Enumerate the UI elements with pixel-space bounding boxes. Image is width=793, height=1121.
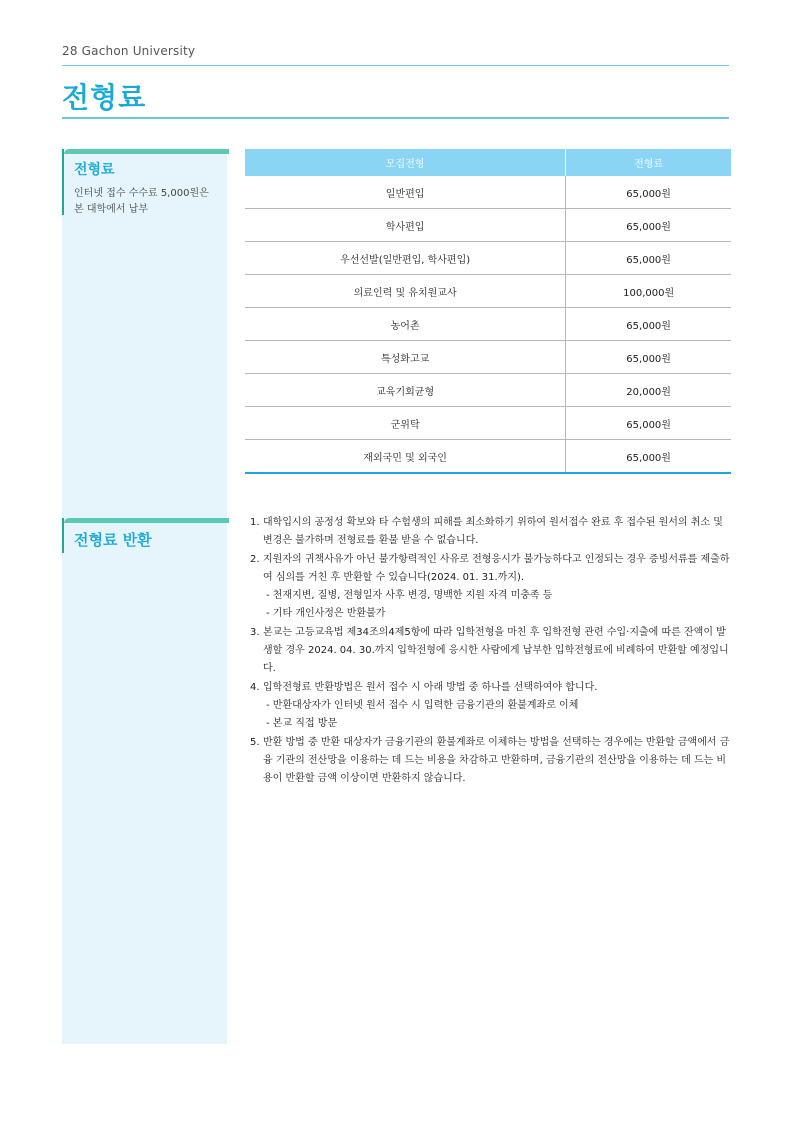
- title-divider: [62, 117, 729, 119]
- table-row: [245, 341, 731, 374]
- cell-type: 특성화고교: [245, 341, 566, 374]
- sidebar-section-refund: [62, 518, 229, 553]
- refund-subitem: - 본교 직접 방문: [266, 718, 338, 730]
- cell-type: 일반편입: [245, 176, 566, 209]
- fee-table: [245, 149, 731, 474]
- column-header-fee: 전형료: [566, 149, 731, 176]
- cell-fee: 65,000원: [566, 407, 731, 440]
- section-title: 전형료: [74, 162, 115, 178]
- cell-type: 의료인력 및 유치원교사: [245, 275, 566, 308]
- table-row: [245, 407, 731, 440]
- page-header: 28 Gachon University: [62, 44, 196, 58]
- page-title: 전형료: [62, 81, 147, 114]
- item-text: 본교는 고등교육법 제34조의4제5항에 따라 입학전형을 마친 후 입학전형 관련 수입·지출에 따른 잔액이 발생할 경우 2024. 04. 30.까지 입학전형에 응시한 사람에게 납부한 입학전형료에 비례하여 반환할 예정입니다.: [263, 626, 729, 675]
- cell-type: 농어촌: [245, 308, 566, 341]
- refund-subitem: - 기타 개인사정은 반환불가: [266, 608, 386, 620]
- refund-item: [250, 679, 732, 697]
- table-header-row: [245, 149, 731, 176]
- section-tab-accent: [64, 149, 229, 154]
- refund-list: [250, 514, 732, 788]
- cell-type: 교육기회균형: [245, 374, 566, 407]
- refund-subitem: - 반환대상자가 인터넷 원서 접수 시 입력한 금융기관의 환불계좌로 이체: [266, 699, 579, 711]
- table-row: [245, 440, 731, 474]
- cell-fee: 65,000원: [566, 341, 731, 374]
- section-title: 전형료 반환: [74, 531, 152, 549]
- table-row: [245, 176, 731, 209]
- column-header-type: 모집전형: [245, 149, 566, 176]
- header-divider: [62, 65, 729, 66]
- section-tab-accent: [64, 518, 229, 523]
- refund-item: [250, 624, 732, 679]
- table-row: [245, 374, 731, 407]
- cell-fee: 65,000원: [566, 440, 731, 474]
- cell-type: 학사편입: [245, 209, 566, 242]
- cell-type: 재외국민 및 외국인: [245, 440, 566, 474]
- refund-item: [250, 734, 732, 789]
- cell-fee: 65,000원: [566, 209, 731, 242]
- item-text: 대학입시의 공정성 확보와 타 수험생의 피해를 최소화하기 위하여 원서접수 완료 후 접수된 원서의 취소 및 변경은 불가하며 전형료를 환불 받을 수 없습니다.: [263, 517, 723, 547]
- cell-fee: 100,000원: [566, 275, 731, 308]
- table-row: [245, 275, 731, 308]
- cell-type: 군위탁: [245, 407, 566, 440]
- item-text: 입학전형료 반환방법은 원서 접수 시 아래 방법 중 하나를 선택하여야 합니다.: [263, 681, 598, 693]
- cell-fee: 65,000원: [566, 308, 731, 341]
- refund-subitem: - 천재지변, 질병, 전형일자 사후 변경, 명백한 지원 자격 미충족 등: [266, 590, 553, 602]
- cell-fee: 65,000원: [566, 176, 731, 209]
- item-number: 5.: [250, 736, 260, 748]
- table-row: [245, 242, 731, 275]
- cell-fee: 20,000원: [566, 374, 731, 407]
- section-description: 인터넷 접수 수수료 5,000원은 본 대학에서 납부: [74, 188, 209, 215]
- table-row: [245, 209, 731, 242]
- item-number: 4.: [250, 681, 260, 693]
- item-number: 3.: [250, 626, 260, 638]
- refund-item: [250, 551, 732, 588]
- item-number: 1.: [250, 517, 260, 528]
- table-row: [245, 308, 731, 341]
- sidebar-section-fee: [62, 149, 229, 215]
- cell-type: 우선선발(일반편입, 학사편입): [245, 242, 566, 275]
- item-text: 지원자의 귀책사유가 아닌 불가항력적인 사유로 전형응시가 불가능하다고 인정되는 경우 증빙서류를 제출하여 심의를 거친 후 반환할 수 있습니다(2024. 01. 31.까지).: [263, 553, 730, 583]
- sidebar-panel: [62, 149, 227, 1044]
- item-text: 반환 방법 중 반환 대상자가 금융기관의 환불계좌로 이체하는 방법을 선택하는 경우에는 반환할 금액에서 금융 기관의 전산망을 이용하는 데 드는 비용을 차감하고 반환하며, 금융기관의 전산망을 이용하는 데 드는 비용이 반환할 금액 이상이면 반환하지 않습니다.: [263, 736, 730, 785]
- refund-item: [250, 514, 732, 551]
- item-number: 2.: [250, 553, 260, 565]
- cell-fee: 65,000원: [566, 242, 731, 275]
